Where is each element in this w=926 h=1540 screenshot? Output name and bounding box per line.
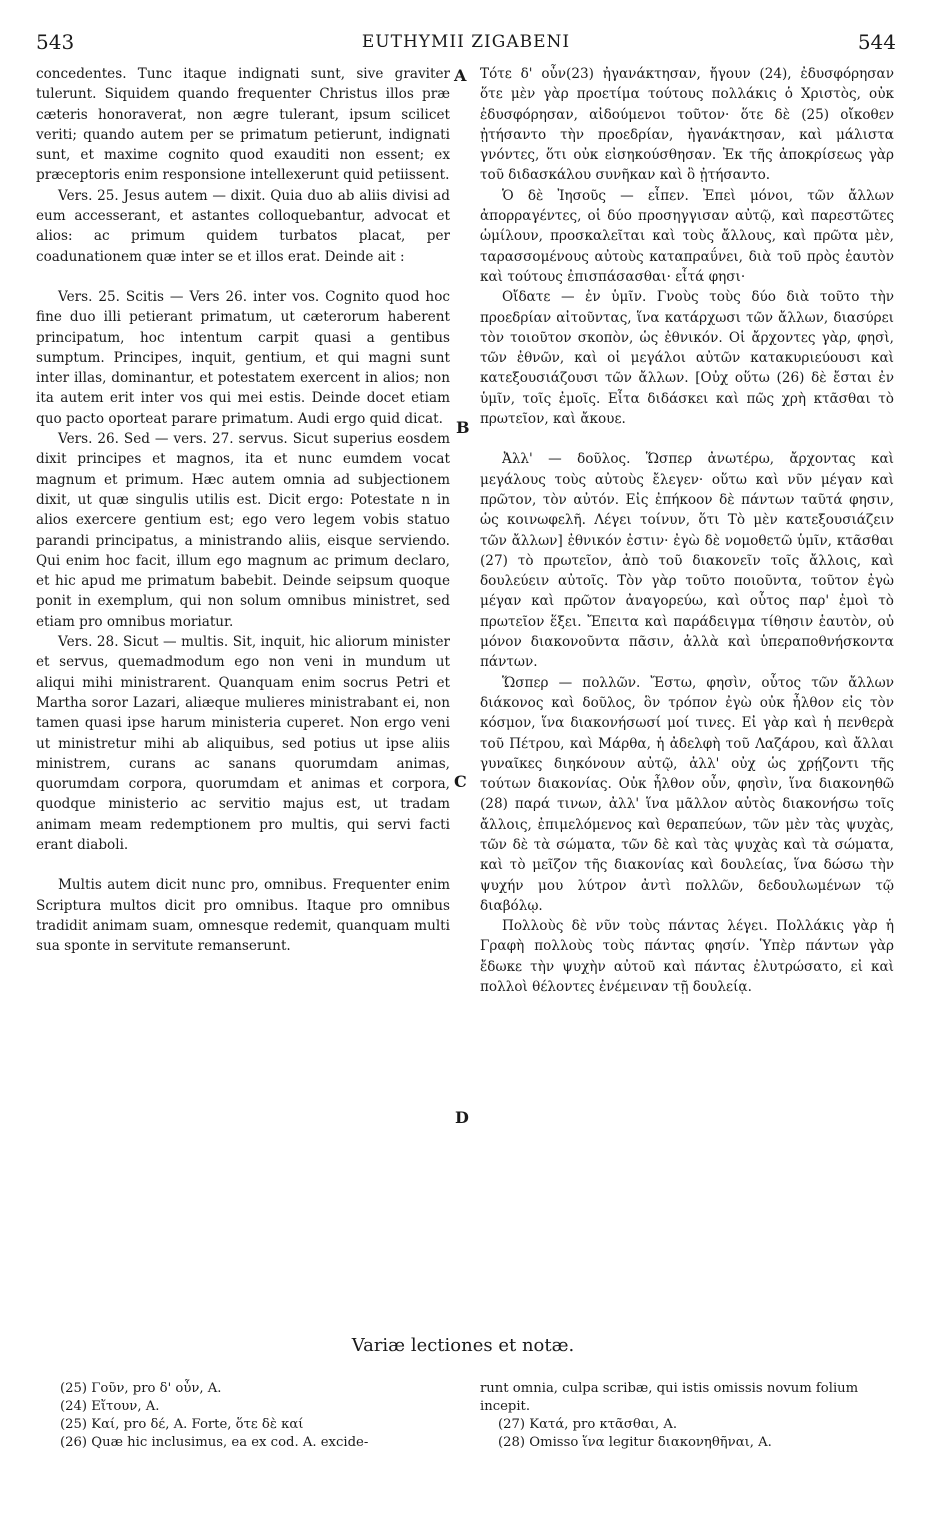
page-number-left: 543 [36,30,75,54]
note-26-continued: runt omnia, culpa scribæ, qui istis omissis novum folium incepit. [480,1381,859,1414]
greek-paragraph-6: Πολλοὺς δὲ νῦν τοὺς πάντας λέγει. Πολλάκις γὰρ ἡ Γραφὴ πολλοὺς τοὺς πάντας φησίν. Ὑπὲρ πάντων γὰρ ἔδωκε τὴν ψυχὴν αὐτοῦ καὶ πάντας ἐλυτρώσατο, εἰ καὶ πολλοὶ θέλοντες ἐνέμειναν τῇ δουλείᾳ. [480,918,894,996]
notes-title: Variæ lectiones et notæ. [351,1335,575,1356]
note-26: (26) Quæ hic inclusimus, ea ex cod. A. excide- [60,1435,369,1450]
notes-left-column [60,1380,460,1452]
latin-paragraph-3: Vers. 25. Scitis — Vers 26. inter vos. Cognito quod hoc fine duo illi petierant primatum, ut cæterorum haberent principatum, hoc intentum carpit quasi a gentibus sumptum. Principes, inquit, gentium, et qui magni sunt inter illas, dominantur, et potestatem exercent in alios; non ita autem erit inter vos qui mei estis. Deinde docet etiam quo pacto oporteat parare primatum. Audi ergo quid dicat. [36,288,450,427]
greek-paragraph-3: Οἴδατε — ἐν ὑμῖν. Γνοὺς τοὺς δύο διὰ τοῦτο τὴν προεδρίαν αἰτοῦντας, ἵνα κατάρχωσι τῶν ἄλλων, διασύρει τὸν τοιοῦτον σκοπὸν, ὡς ἐθνικόν. Οἱ ἄρχοντες γὰρ, φησὶ, τῶν ἐθνῶν, καὶ οἱ μεγάλοι αὐτῶν κατακυριεύουσι καὶ κατεξουσιάζουσι τῶν ἄλλων. [Οὐχ οὕτω (26) δὲ ἔσται ἐν ὑμῖν, τοῖς ἐμοῖς. Εἶτα διδάσκει καὶ πῶς χρὴ κτᾶσθαι τὸ πρωτεῖον, καὶ ἄκουε. [480,289,894,428]
margin-letter-c: C [454,772,467,791]
running-title: EUTHYMII ZIGABENI [361,32,571,52]
latin-paragraph-2: Vers. 25. Jesus autem — dixit. Quia duo ab aliis divisi ad eum accesserant, et astantes colloquebantur, advocat et alios: ac primum quidem turbatos placat, per coadunationem quæ inter se et illos erat. Deinde ait : [36,187,450,265]
greek-paragraph-1: Τότε δ' οὖν(23) ἠγανάκτησαν, ἤγουν (24), ἐδυσφόρησαν ὅτε μὲν γὰρ προετίμα τούτους πολλάκις ὁ Χριστὸς, οὐκ ἐδυσφόρησαν, αἰδούμενοι τοῦτον· ὅτε δὲ (25) οἴκοθεν ᾐτήσαντο τὴν προεδρίαν, ἠγανάκτησαν, καὶ μάλιστα γνόντες, ὅτι οὐκ εἰσηκούσθησαν. Ἐκ τῆς ἀποκρίσεως γὰρ τοῦ διδασκάλου συνῆκαν καὶ ὃ ᾐτήσαντο. [480,66,894,184]
latin-column [36,64,450,956]
latin-paragraph-4: Vers. 26. Sed — vers. 27. servus. Sicut superius eosdem dixit principes et magnos, ita et nunc eumdem vocat magnum et primum. Hæc autem omnia ad subjectionem dixit, ut quæ singulis utilis est. Dicit ergo: Potestate n in alios exercere gentium est; ego vero legem vobis statuo parandi principatus, a ministrando aliis, eisque serviendo. Qui enim hoc facit, illum ego magnum ac primum declaro, et hic apud me primatum babebit. Deinde seipsum quoque ponit in exemplum, qui non solum omnibus ministret, sed etiam pro omnibus moriatur. [36,431,450,630]
margin-letter-d: D [455,1108,469,1127]
note-27: (27) Κατά, pro κτᾶσθαι, A. [498,1417,678,1432]
latin-paragraph-1: concedentes. Tunc itaque indignati sunt, sive graviter tulerunt. Siquidem quando frequenter Christus illos præ cæteris honoraverat, non ægre tulerant, ipsum scilicet veriti; quando autem per se primatum petierunt, indignati sunt, et maxime cognito quod exauditi non essent; ex præceptoris enim responsione intellexerunt quid petiissent. [36,66,450,184]
page-number-right: 544 [857,30,896,54]
note-28: (28) Omisso ἵνα legitur διακονηθῆναι, A. [498,1435,772,1450]
latin-paragraph-5: Vers. 28. Sicut — multis. Sit, inquit, hic aliorum minister et servus, quemadmodum ego non veni in mundum ut aliqui mihi ministrarent. Quanquam enim socrus Petri et Martha soror Lazari, aliæque mulieres ministrabant ei, non tamen quasi ipse harum ministeria cuperet. Non ergo veni ut ministretur mihi ab aliquibus, sed potius ut ipse aliis ministrem, curans ac sanans quorumdam animas, quorumdam corpora, quorumdam et animas et corpora, quodque ministerio ac servitio majus est, ut tradam animam meam redemptionem pro multis, qui servi facti erant diaboli. [36,634,450,853]
page-header [36,30,896,56]
greek-paragraph-5: Ὥσπερ — πολλῶν. Ἔστω, φησὶν, οὗτος τῶν ἄλλων διάκονος καὶ δοῦλος, ὃν τρόπον ἐγὼ οὐκ ἦλθον εἰς τὸν κόσμον, ἵνα διακονήσωσί μοί τινες. Εἰ γὰρ καὶ ἡ πενθερὰ τοῦ Πέτρου, καὶ Μάρθα, ἡ ἀδελφὴ τοῦ Λαζάρου, καὶ ἄλλαι γυναῖκες διηκόνουν αὐτῷ, ἀλλ' οὐχ ὡς χρῄζοντι τῆς τούτων διακονίας. Οὐκ ἦλθον οὖν, φησὶν, ἵνα διακονηθῶ (28) παρά τινων, ἀλλ' ἵνα μᾶλλον αὐτὸς διακονήσω τοῖς ἄλλοις, ἐπιμελόμενος καὶ θεραπεύων, τῶν μὲν τὰς ψυχὰς, τῶν δὲ τὰ σώματα, τῶν δὲ καὶ τὰς ψυχὰς καὶ τὰ σώματα, καὶ τὸ μεῖζον τῆς διακονίας καὶ δουλείας, ἵνα δώσω τὴν ψυχήν μου λύτρον ἀντὶ πολλῶν, δεδουλωμένων τῷ διαβόλῳ. [480,674,894,914]
greek-paragraph-2: Ὁ δὲ Ἰησοῦς — εἶπεν. Ἐπεὶ μόνοι, τῶν ἄλλων ἀπορραγέντες, οἱ δύο προσηγγισαν αὐτῷ, καὶ παρεστῶτες ὡμίλουν, προσκαλεῖται καὶ τοὺς ἄλλους, καὶ πρῶτα μὲν, ταρασσομένους αὐτοὺς καταπραΰνει, διὰ τοῦ πρὸς ἑαυτὸν καὶ τούτους ἐπισπάσασθαι· εἶτά φησι· [480,187,894,285]
margin-letter-a: A [454,66,467,85]
margin-letter-b: B [456,418,470,437]
greek-paragraph-4: Ἀλλ' — δοῦλος. Ὥσπερ ἀνωτέρω, ἄρχοντας καὶ μεγάλους τοὺς αὐτοὺς ἔλεγεν· οὕτω καὶ νῦν μέγαν καὶ πρῶτον, τὸν αὐτόν. Εἰς ἐπήκοον δὲ πάντων ταῦτά φησιν, ὡς κοινωφελῆ. Λέγει τοίνυν, ὅτι Τὸ μὲν κατεξουσιάζειν τῶν ἄλλων] ἐθνικόν ἐστιν· ἐγὼ δὲ νομοθετῶ ὑμῖν, κτᾶσθαι (27) τὸ πρωτεῖον, ἀπὸ τοῦ διακονεῖν τοῖς ἄλλοις, καὶ δουλεύειν αὐτοῖς. Τὸν γὰρ τοῦτο ποιοῦντα, τοῦτον ἐγὼ μέγαν καὶ πρῶτον ἀναγορεύω, καὶ οὗτος παρ' ἐμοὶ τὸ πρωτεῖον ἕξει. Ἔπειτα καὶ παράδειγμα τίθησιν ἑαυτὸν, οὐ μόνον διακονοῦντα πᾶσιν, ἀλλὰ καὶ ὑπεραποθνήσκοντα πάντων. [480,451,894,671]
note-24: (24) Εἴτουν, A. [60,1399,160,1414]
latin-paragraph-6: Multis autem dicit nunc pro, omnibus. Frequenter enim Scriptura multos dicit pro omnibus. Itaque pro omnibus tradidit animam suam, omnesque redemit, quanquam multi sua sponte in servitute remanserunt. [36,877,450,955]
note-25a: (25) Γοῦν, pro δ' οὖν, A. [60,1381,222,1396]
note-25b: (25) Καί, pro δέ, A. Forte, ὅτε δὲ καί [60,1417,304,1432]
greek-column [480,64,894,997]
notes-right-column [480,1380,890,1452]
